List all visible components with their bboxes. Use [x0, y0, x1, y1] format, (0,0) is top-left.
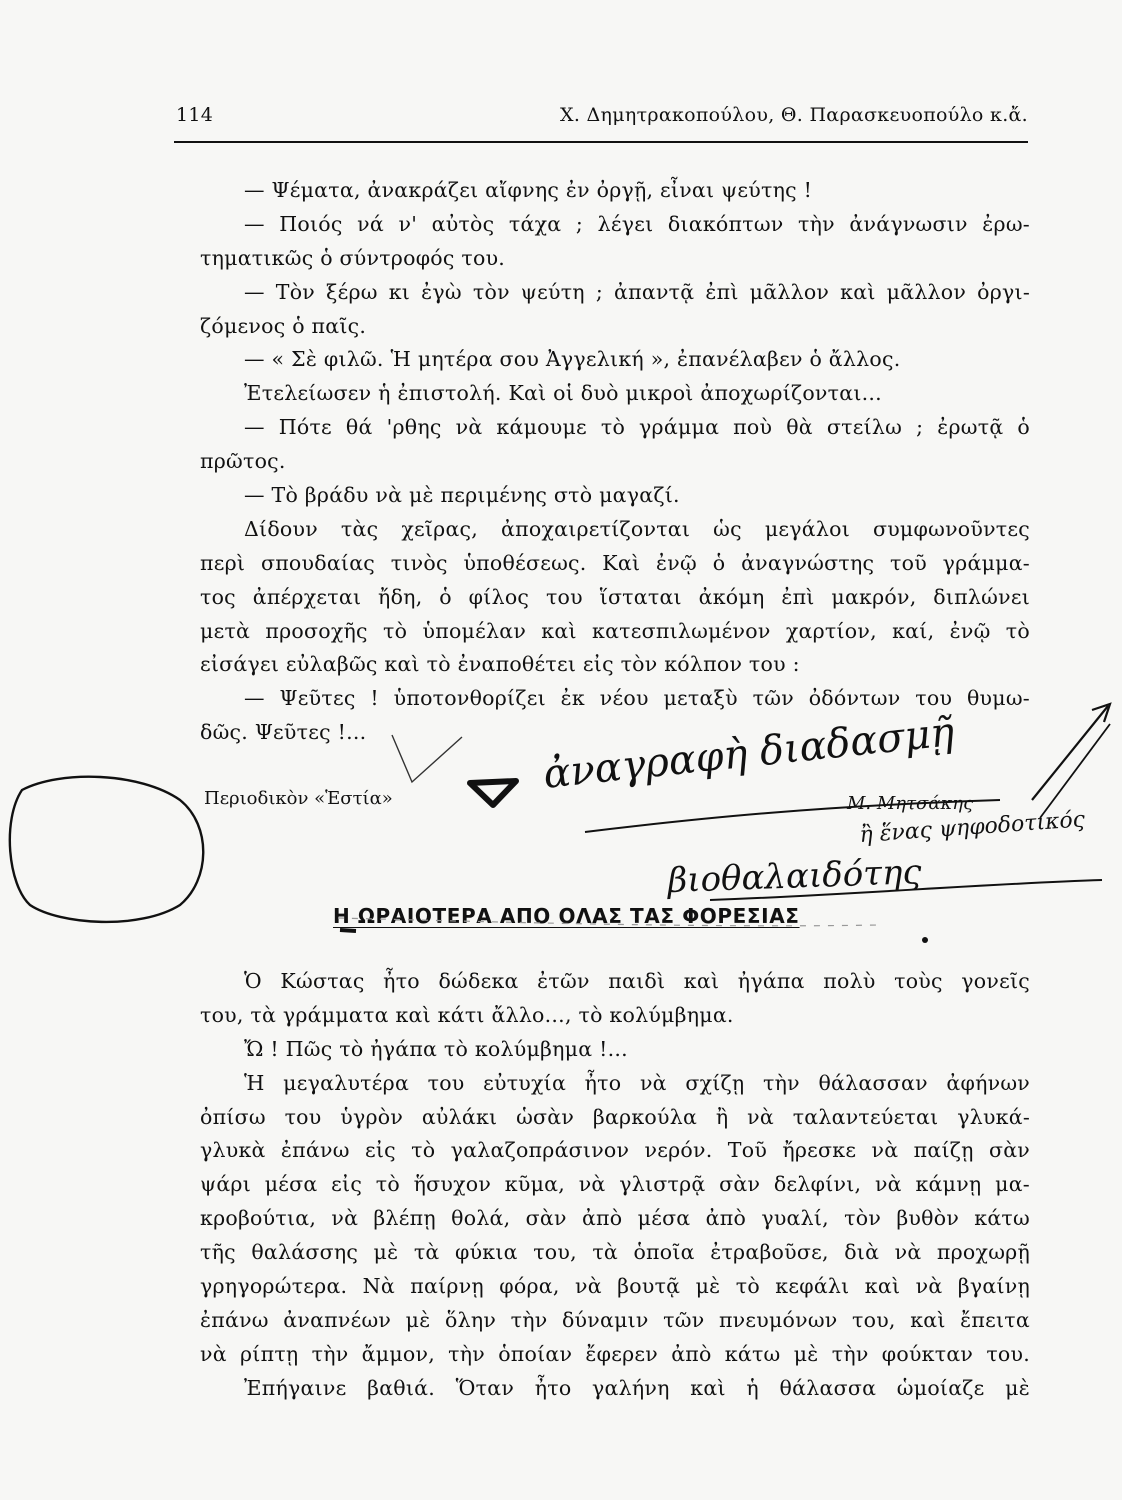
text-line: γλυκὰ ἐπάνω εἰς τὸ γαλαζοπράσινον νερόν. Τοῦ ἤρεσκε νὰ παίζῃ σὰν [200, 1138, 1030, 1163]
arrow-upper-head [1092, 704, 1110, 722]
text-line: Ἐτελείωσεν ἡ ἐπιστολή. Καὶ οἱ δυὸ μικροὶ ἀποχωρίζονται... [244, 381, 882, 406]
text-line: τῆς θαλάσσης μὲ τὰ φύκια του, τὰ ὁποῖα ἐτραβοῦσε, διὰ νὰ προχωρῇ [200, 1240, 1030, 1265]
text-line: — Ψέματα, ἀνακράζει αἴφνης ἐν ὀργῇ, εἶναι ψεύτης ! [244, 178, 813, 202]
triangle-mark [470, 781, 516, 805]
running-title: Χ. Δημητρακοπούλου, Θ. Παρασκευοπούλο κ.ἄ. [560, 104, 1028, 126]
text-line: — Τὸ βράδυ νὰ μὲ περιμένης στὸ μαγαζί. [244, 483, 680, 508]
text-line: πρῶτος. [200, 449, 286, 474]
text-line: — Ποιός νά ν' αὐτὸς τάχα ; λέγει διακόπτων τὴν ἀνάγνωσιν ἐρω- [244, 211, 1030, 236]
text-line: τος ἀπέρχεται ἤδη, ὁ φίλος του ἵσταται ἀκόμη ἐπὶ μακρόν, διπλώνει [200, 584, 1030, 609]
text-line: μετὰ προσοχῆς τὸ ὑπομέλαν καὶ κατεσπιλωμένον χαρτίον, καί, ἐνῷ τὸ [200, 618, 1030, 643]
text-line: Δίδουν τὰς χεῖρας, ἀποχαιρετίζονται ὡς μεγάλοι συμφωνοῦντες [244, 516, 1030, 541]
arrow-upper [1032, 706, 1108, 800]
handwritten-underline-3 [710, 880, 1102, 900]
text-line: ψάρι μέσα εἰς τὸ ἥσυχον κῦμα, νὰ γλιστρᾷ σὰν δελφίνι, νὰ κάμνῃ μα- [200, 1172, 1030, 1197]
text-line: γρηγορώτερα. Νὰ παίρνῃ φόρα, νὰ βουτᾷ μὲ τὸ κεφάλι καὶ νὰ βγαίνῃ [200, 1274, 1030, 1299]
text-line: δῶς. Ψεῦτες !... [200, 720, 367, 745]
text-line: του, τὰ γράμματα καὶ κάτι ἄλλο..., τὸ κολύμβημα. [200, 1002, 734, 1027]
handwritten-line-1: ἀναγραφὴ διαδασμῇ [541, 709, 957, 798]
text-line: ὀπίσω του ὑγρὸν αὐλάκι ὡσὰν βαρκούλα ἢ νὰ ταλαντεύεται γλυκά- [200, 1104, 1030, 1129]
text-line: κροβούτια, νὰ βλέπῃ θολά, σὰν ἀπὸ μέσα ἀπὸ γυαλί, τὸν βυθὸν κάτω [200, 1206, 1030, 1231]
running-head [176, 104, 1028, 138]
text-line: Ἡ μεγαλυτέρα του εὐτυχία ἦτο νὰ σχίζῃ τὴν θάλασσαν ἀφήνων [244, 1070, 1030, 1095]
text-line: Ἐπήγαινε βαθιά. Ὅταν ἦτο γαλήνη καὶ ἡ θάλασσα ὡμοίαζε μὲ [244, 1375, 1030, 1400]
text-block-letter-scene [200, 174, 1030, 750]
text-line: εἰσάγει εὐλαβῶς καὶ τὸ ἐναποθέτει εἰς τὸν κόλπον του : [200, 652, 800, 677]
text-line: περὶ σπουδαίας τινὸς ὑποθέσεως. Καὶ ἐνῷ ὁ ἀναγνώστης τοῦ γράμμα- [200, 550, 1030, 575]
text-line: ζόμενος ὁ παῖς. [200, 313, 367, 338]
text-line: Ὤ ! Πῶς τὸ ἠγάπα τὸ κολύμβημα !... [244, 1036, 628, 1061]
text-line: — Πότε θά 'ρθης νὰ κάμουμε τὸ γράμμα ποὺ θὰ στείλω ; ἐρωτᾷ ὁ [244, 415, 1030, 440]
text-line: — Ψεῦτες ! ὑποτονθορίζει ἐκ νέου μεταξὺ τῶν ὀδόντων του θυμω- [244, 686, 1030, 711]
margin-loop-mark [10, 777, 203, 922]
pen-dot [922, 937, 928, 943]
text-block-story [200, 965, 1030, 1406]
source-citation: Περιοδικὸν «Ἑστία» [204, 788, 393, 809]
text-line: — « Σὲ φιλῶ. Ἡ μητέρα σου Ἀγγελική », ἐπανέλαβεν ὁ ἄλλος. [244, 347, 901, 372]
arrow-lower [1040, 724, 1110, 818]
author-signature: Μ. Μητσάκης [847, 793, 974, 814]
title-underline-dash [340, 930, 356, 931]
text-line: — Τὸν ξέρω κι ἐγὼ τὸν ψεύτη ; ἀπαντᾷ ἐπὶ μᾶλλον καὶ μᾶλλον ὀργι- [244, 279, 1030, 304]
text-line: ἐπάνω ἀναπνέων μὲ ὅλην τὴν δύναμιν τῶν πνευμόνων του, καὶ ἔπειτα [200, 1307, 1030, 1332]
page-number: 114 [176, 104, 214, 126]
header-rule [174, 141, 1028, 143]
text-line: τηματικῶς ὁ σύντροφός του. [200, 245, 506, 270]
handwritten-line-2: ἢ ἕνας ψηφοδοτικός [858, 807, 1086, 848]
story-title: Η ΩΡΑΙΟΤΕΡΑ ΑΠΟ ΟΛΑΣ ΤΑΣ ΦΟΡΕΣΙΑΣ [333, 904, 800, 928]
text-line: Ὁ Κώστας ἦτο δώδεκα ἐτῶν παιδὶ καὶ ἠγάπα πολὺ τοὺς γονεῖς [244, 969, 1030, 993]
handwritten-line-3: βιοθαλαιδότης [666, 852, 923, 901]
text-line: νὰ ρίπτῃ τὴν ἄμμον, τὴν ὁποίαν ἔφερεν ἀπὸ κάτω μὲ τὴν φούκταν του. [200, 1341, 1030, 1366]
